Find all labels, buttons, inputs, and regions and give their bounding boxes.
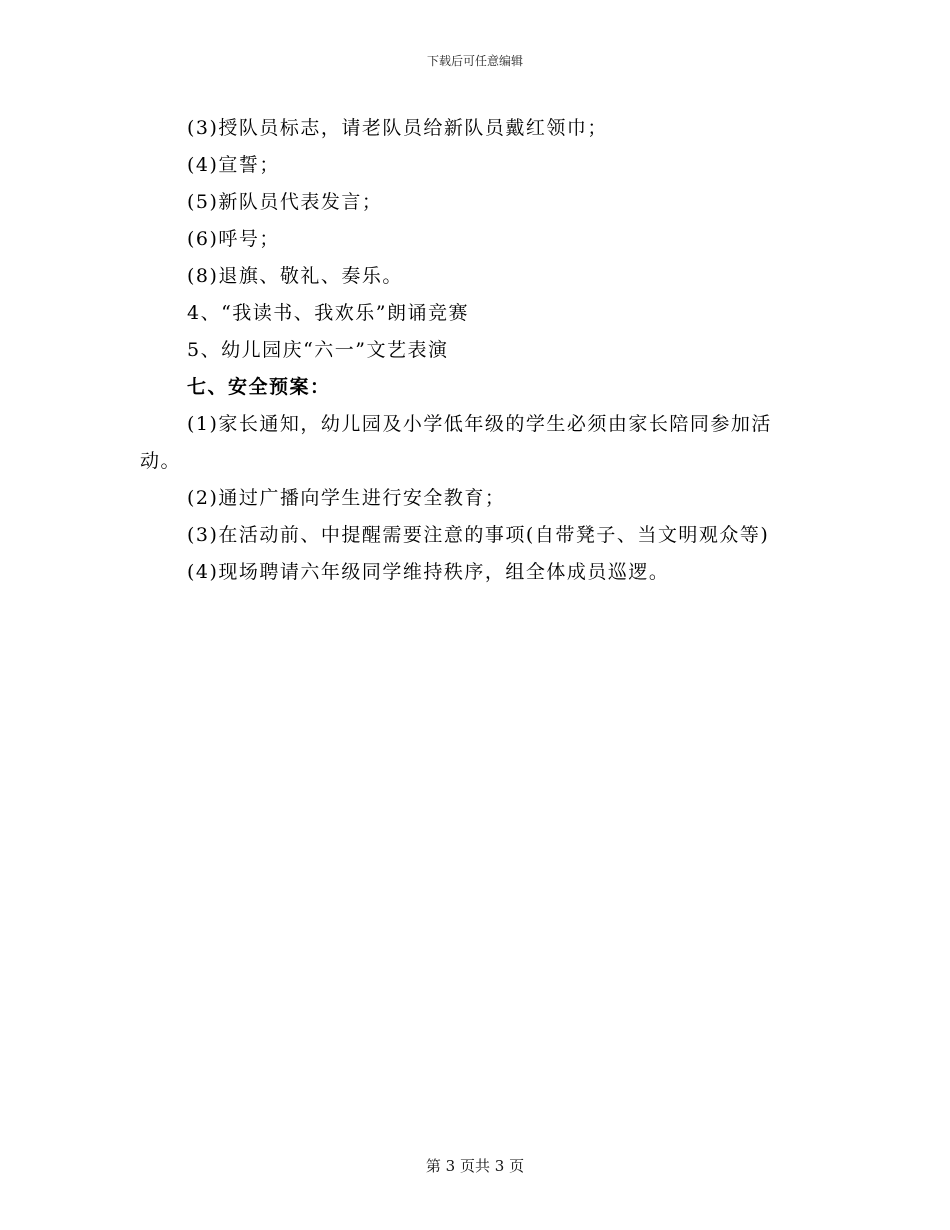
list-item-kindergarten-show: 5、幼儿园庆“六一”文艺表演	[187, 339, 449, 361]
list-item-flag-retreat: (8)退旗、敬礼、奏乐。	[187, 265, 403, 287]
list-item-slogan: (6)呼号；	[187, 228, 280, 250]
page-footer: 第 3 页共 3 页	[425, 1157, 525, 1175]
list-item-order-patrol: (4)现场聘请六年级同学维持秩序，组全体成员巡逻。	[187, 561, 670, 583]
list-item-oath: (4)宣誓；	[187, 154, 280, 176]
list-item-reminders: (3)在活动前、中提醒需要注意的事项(自带凳子、当文明观众等)	[187, 524, 770, 546]
list-item-reading-contest: 4、“我读书、我欢乐”朗诵竞赛	[187, 302, 470, 324]
section-heading-safety-plan: 七、安全预案：	[187, 376, 331, 398]
list-item-badge-ceremony: (3)授队员标志，请老队员给新队员戴红领巾；	[187, 117, 608, 139]
list-item-parent-notice: (1)家长通知，幼儿园及小学低年级的学生必须由家长陪同参加活动。	[140, 413, 772, 472]
list-item-new-member-speech: (5)新队员代表发言；	[187, 191, 383, 213]
list-item-broadcast-education: (2)通过广播向学生进行安全教育；	[187, 487, 506, 509]
document-body	[140, 110, 810, 591]
page-header: 下载后可任意编辑	[426, 54, 523, 68]
